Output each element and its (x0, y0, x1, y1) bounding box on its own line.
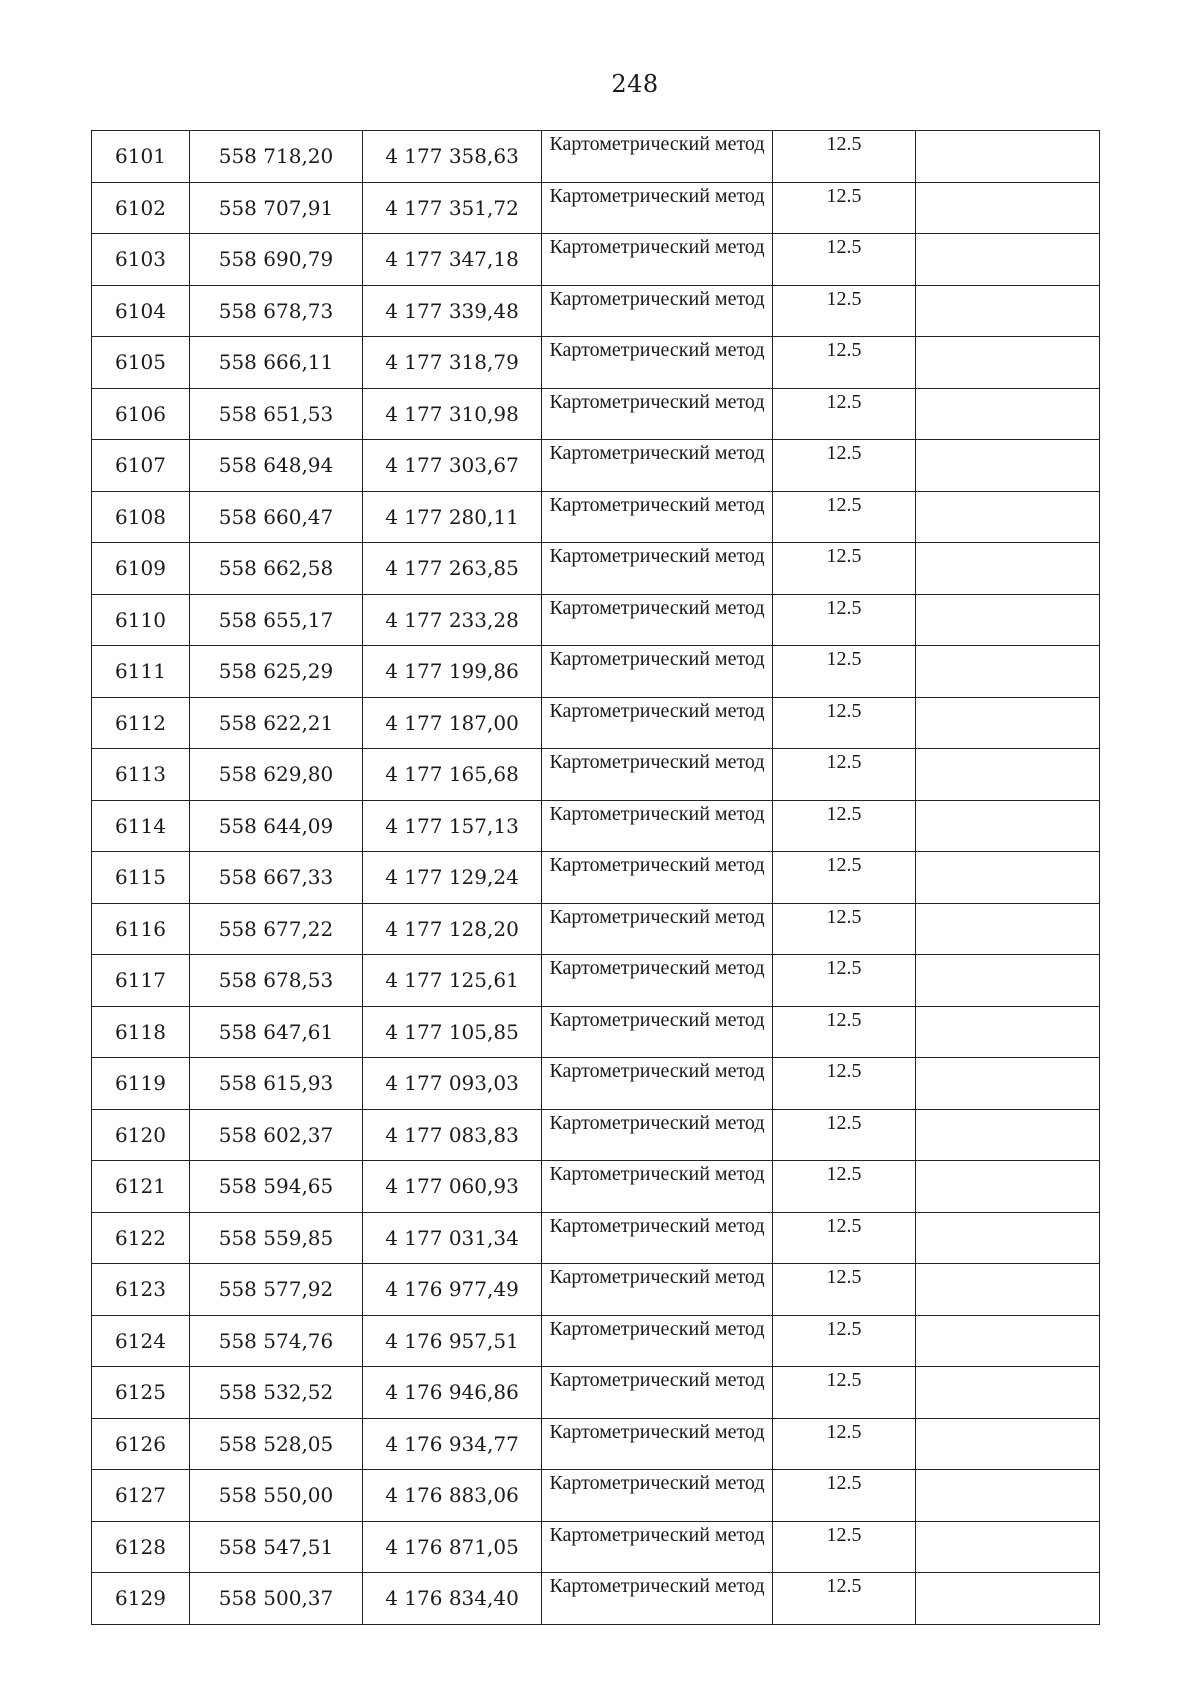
method-cell (542, 646, 773, 698)
note-cell (916, 1315, 1100, 1367)
method-text: Картометрический метод (549, 957, 765, 979)
method-cell (542, 697, 773, 749)
table-row (92, 1521, 1100, 1573)
table-row (92, 337, 1100, 389)
method-cell (542, 1315, 773, 1367)
accuracy-cell (773, 337, 916, 389)
table-row (92, 1058, 1100, 1110)
y-coordinate-cell: 4 177 318,79 (363, 337, 542, 389)
method-cell (542, 1161, 773, 1213)
note-cell (916, 440, 1100, 492)
table-row (92, 646, 1100, 698)
accuracy-text: 12.5 (826, 905, 862, 928)
accuracy-text: 12.5 (826, 493, 862, 516)
note-cell (916, 1418, 1100, 1470)
y-coordinate-cell: 4 177 060,93 (363, 1161, 542, 1213)
point-id-cell: 6128 (92, 1521, 190, 1573)
method-text: Картометрический метод (549, 236, 765, 258)
note-cell (916, 1058, 1100, 1110)
accuracy-cell (773, 1161, 916, 1213)
method-text: Картометрический метод (549, 751, 765, 773)
x-coordinate-cell: 558 718,20 (190, 131, 363, 183)
method-text: Картометрический метод (549, 545, 765, 567)
point-id-cell: 6121 (92, 1161, 190, 1213)
accuracy-cell (773, 1109, 916, 1161)
accuracy-text: 12.5 (826, 1523, 862, 1546)
method-text: Картометрический метод (549, 493, 765, 516)
accuracy-text: 12.5 (826, 1163, 862, 1185)
table-row (92, 1109, 1100, 1161)
x-coordinate-cell: 558 574,76 (190, 1315, 363, 1367)
method-cell (542, 1573, 773, 1625)
method-text: Картометрический метод (549, 1575, 765, 1597)
method-text: Картометрический метод (549, 1472, 765, 1494)
accuracy-text: 12.5 (826, 236, 862, 258)
y-coordinate-cell: 4 177 358,63 (363, 131, 542, 183)
method-cell (542, 491, 773, 543)
accuracy-text: 12.5 (826, 1060, 862, 1082)
accuracy-cell (773, 1006, 916, 1058)
point-id-cell: 6105 (92, 337, 190, 389)
table-row (92, 903, 1100, 955)
x-coordinate-cell: 558 647,61 (190, 1006, 363, 1058)
point-id-cell: 6106 (92, 388, 190, 440)
note-cell (916, 1212, 1100, 1264)
method-text: Картометрический метод (549, 1317, 765, 1340)
accuracy-text: 12.5 (826, 390, 862, 413)
note-cell (916, 388, 1100, 440)
y-coordinate-cell: 4 176 977,49 (363, 1264, 542, 1316)
method-cell (542, 1367, 773, 1419)
note-cell (916, 1367, 1100, 1419)
method-cell (542, 1418, 773, 1470)
y-coordinate-cell: 4 177 310,98 (363, 388, 542, 440)
x-coordinate-cell: 558 655,17 (190, 594, 363, 646)
point-id-cell: 6123 (92, 1264, 190, 1316)
table-row (92, 1264, 1100, 1316)
accuracy-text: 12.5 (826, 545, 862, 567)
method-cell (542, 543, 773, 595)
table-row (92, 182, 1100, 234)
method-text: Картометрический метод (549, 699, 765, 722)
accuracy-cell (773, 697, 916, 749)
method-text: Картометрический метод (549, 648, 765, 670)
y-coordinate-cell: 4 176 871,05 (363, 1521, 542, 1573)
accuracy-cell (773, 182, 916, 234)
method-text: Картометрический метод (549, 390, 765, 413)
accuracy-text: 12.5 (826, 699, 862, 722)
accuracy-text: 12.5 (826, 1420, 862, 1443)
note-cell (916, 800, 1100, 852)
y-coordinate-cell: 4 177 339,48 (363, 285, 542, 337)
x-coordinate-cell: 558 667,33 (190, 852, 363, 904)
table-row (92, 1006, 1100, 1058)
point-id-cell: 6124 (92, 1315, 190, 1367)
y-coordinate-cell: 4 177 083,83 (363, 1109, 542, 1161)
point-id-cell: 6102 (92, 182, 190, 234)
table-row (92, 1212, 1100, 1264)
accuracy-cell (773, 646, 916, 698)
coordinates-table (91, 130, 1100, 1625)
point-id-cell: 6110 (92, 594, 190, 646)
accuracy-text: 12.5 (826, 648, 862, 670)
page-number: 248 (611, 70, 659, 98)
method-cell (542, 1264, 773, 1316)
method-cell (542, 388, 773, 440)
table-row (92, 697, 1100, 749)
y-coordinate-cell: 4 177 125,61 (363, 955, 542, 1007)
x-coordinate-cell: 558 629,80 (190, 749, 363, 801)
accuracy-text: 12.5 (826, 1472, 862, 1494)
point-id-cell: 6103 (92, 234, 190, 286)
y-coordinate-cell: 4 177 093,03 (363, 1058, 542, 1110)
note-cell (916, 285, 1100, 337)
x-coordinate-cell: 558 678,73 (190, 285, 363, 337)
accuracy-cell (773, 388, 916, 440)
method-text: Картометрический метод (549, 133, 765, 155)
accuracy-text: 12.5 (826, 802, 862, 825)
y-coordinate-cell: 4 176 946,86 (363, 1367, 542, 1419)
point-id-cell: 6109 (92, 543, 190, 595)
method-cell (542, 285, 773, 337)
method-cell (542, 1521, 773, 1573)
table-row (92, 800, 1100, 852)
accuracy-cell (773, 749, 916, 801)
table-row (92, 131, 1100, 183)
y-coordinate-cell: 4 177 128,20 (363, 903, 542, 955)
x-coordinate-cell: 558 500,37 (190, 1573, 363, 1625)
table-row (92, 749, 1100, 801)
method-cell (542, 337, 773, 389)
note-cell (916, 1470, 1100, 1522)
accuracy-text: 12.5 (826, 1266, 862, 1288)
method-cell (542, 903, 773, 955)
method-cell (542, 1470, 773, 1522)
method-text: Картометрический метод (549, 339, 765, 361)
x-coordinate-cell: 558 547,51 (190, 1521, 363, 1573)
method-text: Картометрический метод (549, 905, 765, 928)
y-coordinate-cell: 4 177 233,28 (363, 594, 542, 646)
accuracy-cell (773, 1264, 916, 1316)
method-cell (542, 1109, 773, 1161)
accuracy-cell (773, 234, 916, 286)
x-coordinate-cell: 558 678,53 (190, 955, 363, 1007)
table-row (92, 1418, 1100, 1470)
note-cell (916, 1161, 1100, 1213)
accuracy-text: 12.5 (826, 184, 862, 207)
point-id-cell: 6116 (92, 903, 190, 955)
accuracy-text: 12.5 (826, 596, 862, 619)
accuracy-text: 12.5 (826, 854, 862, 876)
note-cell (916, 337, 1100, 389)
method-cell (542, 182, 773, 234)
x-coordinate-cell: 558 622,21 (190, 697, 363, 749)
accuracy-cell (773, 1573, 916, 1625)
accuracy-cell (773, 1418, 916, 1470)
accuracy-cell (773, 955, 916, 1007)
accuracy-cell (773, 1367, 916, 1419)
method-text: Картометрический метод (549, 1420, 765, 1443)
y-coordinate-cell: 4 177 263,85 (363, 543, 542, 595)
accuracy-text: 12.5 (826, 339, 862, 361)
accuracy-text: 12.5 (826, 1111, 862, 1134)
method-cell (542, 1212, 773, 1264)
accuracy-text: 12.5 (826, 442, 862, 464)
y-coordinate-cell: 4 176 883,06 (363, 1470, 542, 1522)
y-coordinate-cell: 4 176 834,40 (363, 1573, 542, 1625)
method-text: Картометрический метод (549, 1523, 765, 1546)
point-id-cell: 6117 (92, 955, 190, 1007)
accuracy-cell (773, 903, 916, 955)
table-row (92, 491, 1100, 543)
x-coordinate-cell: 558 559,85 (190, 1212, 363, 1264)
method-text: Картометрический метод (549, 802, 765, 825)
table-row (92, 1367, 1100, 1419)
x-coordinate-cell: 558 625,29 (190, 646, 363, 698)
accuracy-cell (773, 1058, 916, 1110)
method-text: Картометрический метод (549, 1266, 765, 1288)
point-id-cell: 6104 (92, 285, 190, 337)
method-cell (542, 234, 773, 286)
method-text: Картометрический метод (549, 1369, 765, 1391)
x-coordinate-cell: 558 662,58 (190, 543, 363, 595)
x-coordinate-cell: 558 532,52 (190, 1367, 363, 1419)
note-cell (916, 543, 1100, 595)
method-text: Картометрический метод (549, 596, 765, 619)
x-coordinate-cell: 558 594,65 (190, 1161, 363, 1213)
accuracy-cell (773, 594, 916, 646)
point-id-cell: 6122 (92, 1212, 190, 1264)
x-coordinate-cell: 558 666,11 (190, 337, 363, 389)
x-coordinate-cell: 558 644,09 (190, 800, 363, 852)
method-text: Картометрический метод (549, 1060, 765, 1082)
table-row (92, 543, 1100, 595)
method-cell (542, 800, 773, 852)
note-cell (916, 646, 1100, 698)
note-cell (916, 182, 1100, 234)
coordinates-table-body (92, 131, 1100, 1625)
point-id-cell: 6111 (92, 646, 190, 698)
accuracy-text: 12.5 (826, 287, 862, 310)
x-coordinate-cell: 558 707,91 (190, 182, 363, 234)
point-id-cell: 6126 (92, 1418, 190, 1470)
point-id-cell: 6108 (92, 491, 190, 543)
method-cell (542, 131, 773, 183)
table-row (92, 852, 1100, 904)
table-row (92, 388, 1100, 440)
table-row (92, 234, 1100, 286)
accuracy-cell (773, 491, 916, 543)
y-coordinate-cell: 4 177 199,86 (363, 646, 542, 698)
method-cell (542, 749, 773, 801)
x-coordinate-cell: 558 660,47 (190, 491, 363, 543)
note-cell (916, 852, 1100, 904)
accuracy-text: 12.5 (826, 1317, 862, 1340)
x-coordinate-cell: 558 651,53 (190, 388, 363, 440)
point-id-cell: 6120 (92, 1109, 190, 1161)
y-coordinate-cell: 4 177 157,13 (363, 800, 542, 852)
x-coordinate-cell: 558 690,79 (190, 234, 363, 286)
y-coordinate-cell: 4 177 105,85 (363, 1006, 542, 1058)
point-id-cell: 6118 (92, 1006, 190, 1058)
method-text: Картометрический метод (549, 1008, 765, 1031)
method-text: Картометрический метод (549, 1214, 765, 1237)
y-coordinate-cell: 4 177 303,67 (363, 440, 542, 492)
accuracy-cell (773, 440, 916, 492)
accuracy-cell (773, 852, 916, 904)
point-id-cell: 6129 (92, 1573, 190, 1625)
point-id-cell: 6113 (92, 749, 190, 801)
table-row (92, 285, 1100, 337)
x-coordinate-cell: 558 550,00 (190, 1470, 363, 1522)
y-coordinate-cell: 4 177 347,18 (363, 234, 542, 286)
point-id-cell: 6119 (92, 1058, 190, 1110)
accuracy-text: 12.5 (826, 1575, 862, 1597)
accuracy-text: 12.5 (826, 751, 862, 773)
accuracy-cell (773, 285, 916, 337)
method-cell (542, 594, 773, 646)
method-text: Картометрический метод (549, 854, 765, 876)
method-cell (542, 955, 773, 1007)
method-cell (542, 440, 773, 492)
y-coordinate-cell: 4 177 351,72 (363, 182, 542, 234)
note-cell (916, 955, 1100, 1007)
method-cell (542, 852, 773, 904)
note-cell (916, 1006, 1100, 1058)
note-cell (916, 131, 1100, 183)
point-id-cell: 6127 (92, 1470, 190, 1522)
point-id-cell: 6101 (92, 131, 190, 183)
method-text: Картометрический метод (549, 184, 765, 207)
table-row (92, 594, 1100, 646)
x-coordinate-cell: 558 528,05 (190, 1418, 363, 1470)
table-row (92, 1573, 1100, 1625)
method-text: Картометрический метод (549, 1163, 765, 1185)
point-id-cell: 6115 (92, 852, 190, 904)
note-cell (916, 697, 1100, 749)
point-id-cell: 6114 (92, 800, 190, 852)
point-id-cell: 6125 (92, 1367, 190, 1419)
table-row (92, 1315, 1100, 1367)
table-row (92, 1161, 1100, 1213)
x-coordinate-cell: 558 577,92 (190, 1264, 363, 1316)
y-coordinate-cell: 4 177 165,68 (363, 749, 542, 801)
note-cell (916, 234, 1100, 286)
y-coordinate-cell: 4 176 957,51 (363, 1315, 542, 1367)
note-cell (916, 749, 1100, 801)
note-cell (916, 1109, 1100, 1161)
x-coordinate-cell: 558 602,37 (190, 1109, 363, 1161)
y-coordinate-cell: 4 177 280,11 (363, 491, 542, 543)
x-coordinate-cell: 558 615,93 (190, 1058, 363, 1110)
x-coordinate-cell: 558 677,22 (190, 903, 363, 955)
method-cell (542, 1058, 773, 1110)
accuracy-cell (773, 1521, 916, 1573)
note-cell (916, 1573, 1100, 1625)
y-coordinate-cell: 4 177 129,24 (363, 852, 542, 904)
accuracy-cell (773, 543, 916, 595)
point-id-cell: 6112 (92, 697, 190, 749)
y-coordinate-cell: 4 177 187,00 (363, 697, 542, 749)
accuracy-text: 12.5 (826, 957, 862, 979)
method-text: Картометрический метод (549, 287, 765, 310)
point-id-cell: 6107 (92, 440, 190, 492)
accuracy-text: 12.5 (826, 133, 862, 155)
accuracy-text: 12.5 (826, 1008, 862, 1031)
y-coordinate-cell: 4 177 031,34 (363, 1212, 542, 1264)
accuracy-text: 12.5 (826, 1369, 862, 1391)
accuracy-text: 12.5 (826, 1214, 862, 1237)
method-text: Картометрический метод (549, 1111, 765, 1134)
accuracy-cell (773, 1470, 916, 1522)
table-row (92, 955, 1100, 1007)
accuracy-cell (773, 1212, 916, 1264)
note-cell (916, 903, 1100, 955)
table-row (92, 1470, 1100, 1522)
y-coordinate-cell: 4 176 934,77 (363, 1418, 542, 1470)
accuracy-cell (773, 131, 916, 183)
x-coordinate-cell: 558 648,94 (190, 440, 363, 492)
table-row (92, 440, 1100, 492)
note-cell (916, 594, 1100, 646)
method-cell (542, 1006, 773, 1058)
note-cell (916, 1264, 1100, 1316)
accuracy-cell (773, 800, 916, 852)
note-cell (916, 491, 1100, 543)
method-text: Картометрический метод (549, 442, 765, 464)
note-cell (916, 1521, 1100, 1573)
accuracy-cell (773, 1315, 916, 1367)
